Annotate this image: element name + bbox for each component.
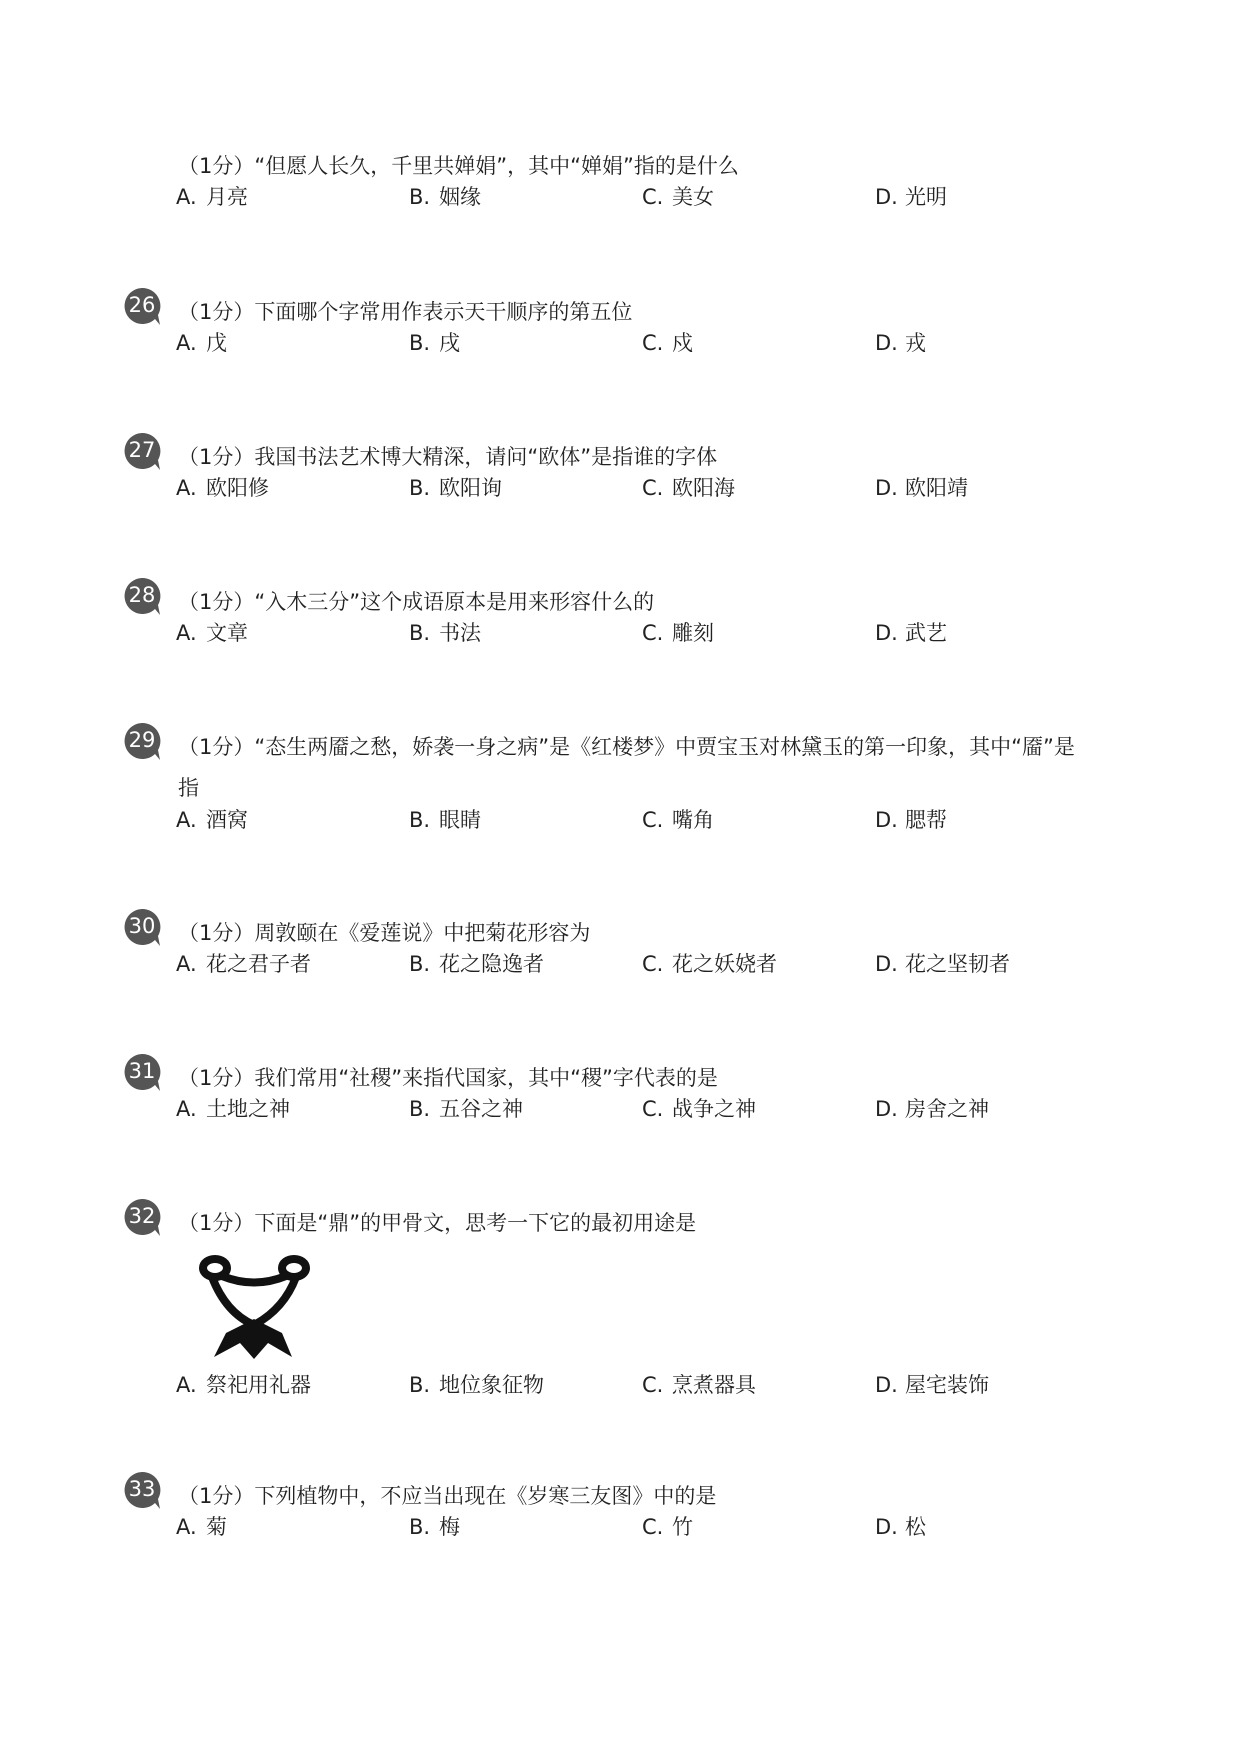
question-stem: （1分）下面哪个字常用作表示天干顺序的第五位 xyxy=(178,300,633,324)
question-stem: （1分）“入木三分”这个成语原本是用来形容什么的 xyxy=(178,590,655,614)
question-number-badge: 27 xyxy=(122,431,162,471)
question-number-badge: 32 xyxy=(122,1197,162,1237)
option-c[interactable]: C. 雕刻 xyxy=(642,621,714,645)
ding-oracle-bone-icon xyxy=(196,1249,312,1361)
option-b[interactable]: B. 眼睛 xyxy=(409,808,481,832)
option-b[interactable]: B. 五谷之神 xyxy=(409,1097,523,1121)
options-row xyxy=(0,1512,1240,1542)
question-number-badge: 28 xyxy=(122,576,162,616)
option-d[interactable]: D. 房舍之神 xyxy=(875,1097,989,1121)
options-row xyxy=(0,473,1240,503)
option-c[interactable]: C. 嘴角 xyxy=(642,808,714,832)
option-a[interactable]: A. 酒窝 xyxy=(176,808,248,832)
option-b[interactable]: B. 花之隐逸者 xyxy=(409,952,544,976)
option-b[interactable]: B. 梅 xyxy=(409,1515,460,1539)
option-a[interactable]: A. 菊 xyxy=(176,1515,227,1539)
option-c[interactable]: C. 花之妖娆者 xyxy=(642,952,777,976)
option-d[interactable]: D. 戎 xyxy=(875,331,926,355)
options-row xyxy=(0,805,1240,835)
option-a[interactable]: A. 月亮 xyxy=(176,185,248,209)
question-stem: （1分）我们常用“社稷”来指代国家，其中“稷”字代表的是 xyxy=(178,1066,718,1090)
question-number-badge: 31 xyxy=(122,1052,162,1092)
option-b[interactable]: B. 姻缘 xyxy=(409,185,481,209)
question-stem: （1分）下列植物中，不应当出现在《岁寒三友图》中的是 xyxy=(178,1484,717,1508)
options-row xyxy=(0,1370,1240,1400)
option-a[interactable]: A. 欧阳修 xyxy=(176,476,269,500)
option-b[interactable]: B. 欧阳询 xyxy=(409,476,502,500)
option-b[interactable]: B. 地位象征物 xyxy=(409,1373,544,1397)
option-d[interactable]: D. 欧阳靖 xyxy=(875,476,968,500)
option-c[interactable]: C. 戍 xyxy=(642,331,693,355)
question-number-badge: 30 xyxy=(122,907,162,947)
question-number-badge: 33 xyxy=(122,1470,162,1510)
options-row xyxy=(0,328,1240,358)
option-c[interactable]: C. 竹 xyxy=(642,1515,693,1539)
option-c[interactable]: C. 烹煮器具 xyxy=(642,1373,756,1397)
option-d[interactable]: D. 光明 xyxy=(875,185,947,209)
option-d[interactable]: D. 花之坚韧者 xyxy=(875,952,1010,976)
options-row xyxy=(0,618,1240,648)
option-a[interactable]: A. 戊 xyxy=(176,331,227,355)
options-row xyxy=(0,1094,1240,1124)
question-stem: （1分）下面是“鼎”的甲骨文，思考一下它的最初用途是 xyxy=(178,1211,697,1235)
option-c[interactable]: C. 美女 xyxy=(642,185,714,209)
options-row xyxy=(0,949,1240,979)
option-d[interactable]: D. 松 xyxy=(875,1515,926,1539)
option-c[interactable]: C. 欧阳海 xyxy=(642,476,735,500)
option-b[interactable]: B. 书法 xyxy=(409,621,481,645)
question-stem: （1分）周敦颐在《爱莲说》中把菊花形容为 xyxy=(178,921,591,945)
option-a[interactable]: A. 祭祀用礼器 xyxy=(176,1373,311,1397)
question-number-badge: 26 xyxy=(122,286,162,326)
option-b[interactable]: B. 戌 xyxy=(409,331,460,355)
option-d[interactable]: D. 腮帮 xyxy=(875,808,947,832)
question-number-badge: 29 xyxy=(122,721,162,761)
option-a[interactable]: A. 文章 xyxy=(176,621,248,645)
question-stem: （1分）“但愿人长久，千里共婵娟”，其中“婵娟”指的是什么 xyxy=(178,154,739,178)
option-a[interactable]: A. 土地之神 xyxy=(176,1097,290,1121)
question-stem: （1分）“态生两靥之愁，娇袭一身之病”是《红楼梦》中贾宝玉对林黛玉的第一印象，其中“靥”是指 xyxy=(178,735,1075,800)
question-stem: （1分）我国书法艺术博大精深，请问“欧体”是指谁的字体 xyxy=(178,445,718,469)
option-a[interactable]: A. 花之君子者 xyxy=(176,952,311,976)
option-d[interactable]: D. 武艺 xyxy=(875,621,947,645)
option-c[interactable]: C. 战争之神 xyxy=(642,1097,756,1121)
options-row xyxy=(0,182,1240,212)
option-d[interactable]: D. 屋宅装饰 xyxy=(875,1373,989,1397)
